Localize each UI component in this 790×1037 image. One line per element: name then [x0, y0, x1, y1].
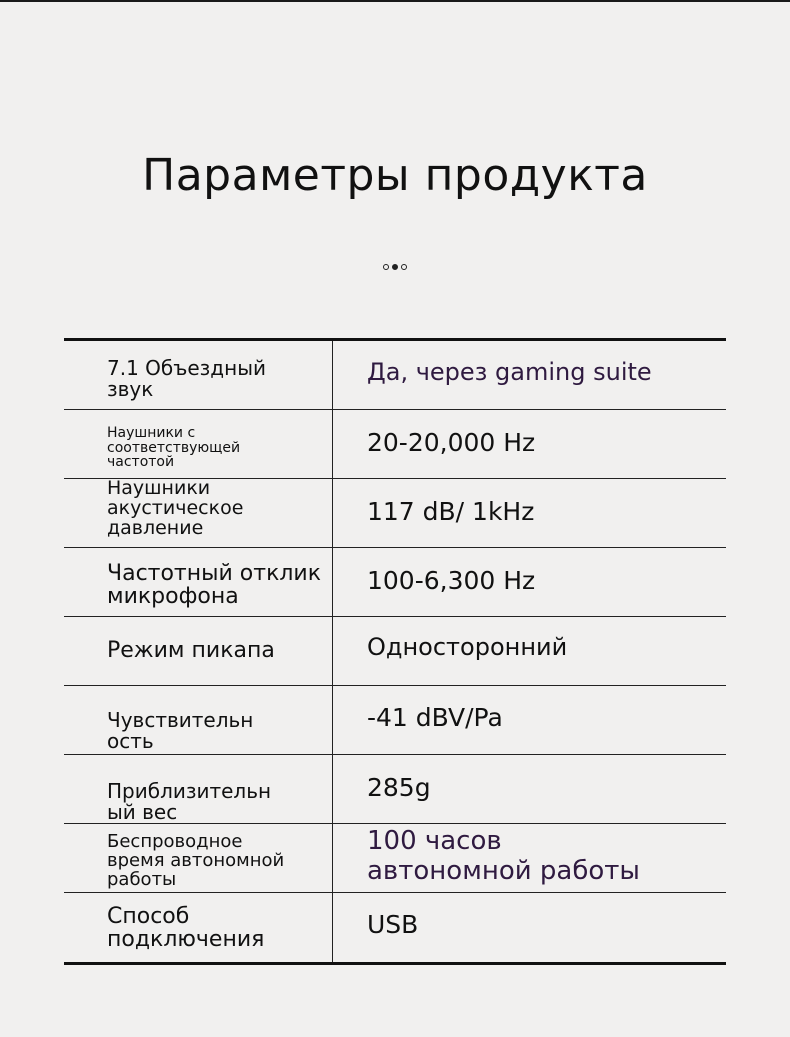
spec-row-sound-pressure: [64, 479, 726, 548]
pagination-dots: [0, 264, 790, 270]
spec-value: -41 dBV/Pa: [367, 703, 503, 732]
column-divider: [332, 479, 333, 547]
spec-label: Беспроводное время автономной работы: [107, 831, 285, 890]
spec-row-connection: [64, 893, 726, 962]
spec-label: Способ подключения: [107, 904, 265, 953]
spec-value: 100-6,300 Hz: [367, 566, 536, 595]
spec-row-mic-response: [64, 548, 726, 617]
column-divider: [332, 410, 333, 478]
spec-row-sensitivity: [64, 686, 726, 755]
spec-row-pickup-mode: [64, 617, 726, 686]
spec-label: Режим пикапа: [107, 638, 275, 663]
spec-label: Наушники акустическое давление: [107, 477, 244, 539]
spec-value: 20-20,000 Hz: [367, 428, 536, 457]
spec-value: Односторонний: [367, 633, 568, 661]
column-divider: [332, 686, 333, 754]
column-divider: [332, 755, 333, 823]
spec-value: Да, через gaming suite: [367, 358, 652, 386]
spec-label: Приблизительн ый вес: [107, 779, 272, 824]
pagination-dot-3[interactable]: [401, 264, 407, 270]
column-divider: [332, 824, 333, 892]
spec-row-frequency: [64, 410, 726, 479]
spec-label: Наушники с соответствующей частотой: [107, 425, 241, 471]
pagination-dot-2-active[interactable]: [392, 264, 398, 270]
spec-value: 285g: [367, 773, 431, 802]
spec-row-surround-sound: [64, 341, 726, 410]
spec-row-battery-life: [64, 824, 726, 893]
spec-value: 100 часов автономной работы: [367, 826, 640, 886]
spec-row-weight: [64, 755, 726, 824]
spec-label: 7.1 Объездный звук: [107, 356, 267, 401]
spec-value: 117 dB/ 1kHz: [367, 497, 535, 526]
column-divider: [332, 548, 333, 616]
spec-label: Частотный отклик микрофона: [107, 561, 322, 610]
spec-value: USB: [367, 910, 419, 939]
column-divider: [332, 893, 333, 962]
top-border-line: [0, 0, 790, 2]
column-divider: [332, 617, 333, 685]
spec-label: Чувствительн ость: [107, 708, 254, 753]
page-title: Параметры продукта: [142, 150, 648, 201]
spec-table: [64, 338, 726, 965]
pagination-dot-1[interactable]: [383, 264, 389, 270]
column-divider: [332, 341, 333, 409]
